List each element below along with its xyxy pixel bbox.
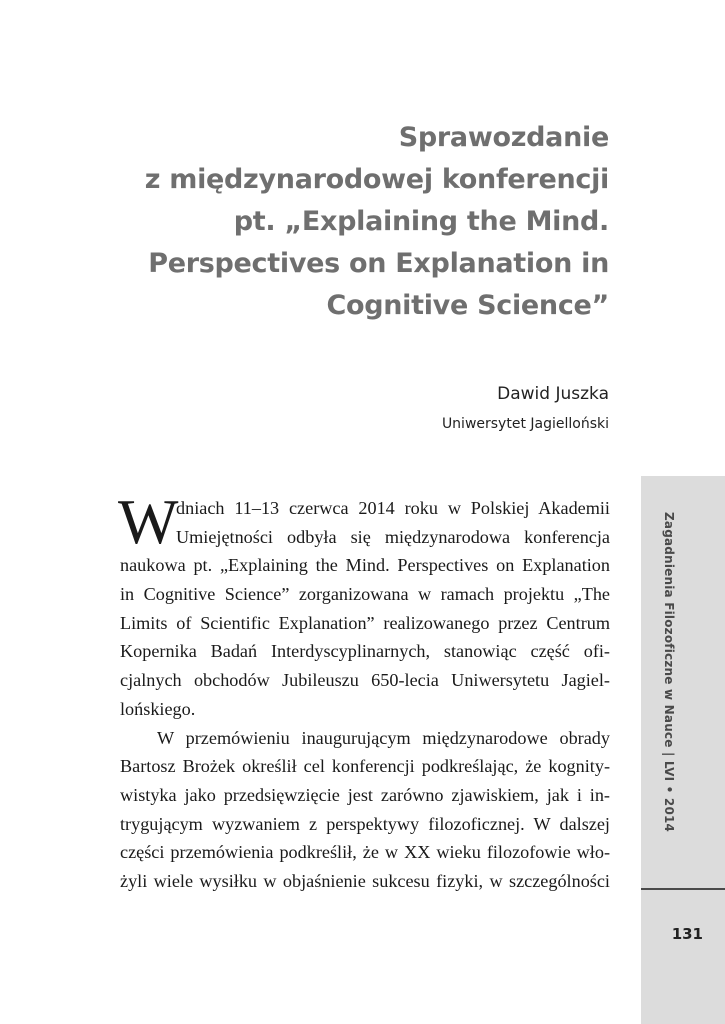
title-line: Sprawozdanie xyxy=(398,122,609,153)
author-name: Dawid Juszka xyxy=(497,384,609,404)
journal-running-title: Zagadnienia Filozoficzne w Nauce | LVI • 2014 xyxy=(662,512,676,833)
body-line: części przemówienia podkreślił, że w XX wieku filozofowie wło- xyxy=(120,842,610,863)
author-affiliation: Uniwersytet Jagielloński xyxy=(441,416,609,432)
page-number: 131 xyxy=(671,925,703,943)
body-line: Bartosz Brożek określił cel konferencji podkreślając, że kognity- xyxy=(120,756,610,777)
body-line: lońskiego. xyxy=(120,698,196,719)
body-line: wistyka jako przedsięwzięcie jest zarówno zjawiskiem, jak i in- xyxy=(120,784,610,805)
sidebar-divider xyxy=(641,888,725,890)
title-line: Perspectives on Explanation in xyxy=(148,248,609,279)
body-line: in Cognitive Science” zorganizowana w ramach projektu „The xyxy=(120,584,610,605)
journal-sidebar xyxy=(641,476,725,1024)
title-line: pt. „Explaining the Mind. xyxy=(233,206,609,237)
body-line: naukowa pt. „Explaining the Mind. Perspectives on Explanation xyxy=(120,555,610,576)
drop-cap: W xyxy=(118,486,179,557)
body-line: dniach 11–13 czerwca 2014 roku w Polskiej Akademii xyxy=(176,498,610,518)
body-line: cjalnych obchodów Jubileuszu 650-lecia Uniwersytetu Jagiel- xyxy=(120,670,610,691)
body-line: W przemówieniu inaugurującym międzynarodowe obrady xyxy=(157,727,610,748)
article-title xyxy=(89,117,609,327)
body-line: Umiejętności odbyła się międzynarodowa konferencja xyxy=(176,526,610,547)
title-line: Cognitive Science” xyxy=(326,290,609,321)
article-body xyxy=(118,486,610,896)
body-line: Limits of Scientific Explanation” realizowanego przez Centrum xyxy=(120,612,610,633)
body-line: Kopernika Badań Interdyscyplinarnych, stanowiąc część ofi- xyxy=(120,641,610,662)
body-line: trygującym wyzwaniem z perspektywy filozoficznej. W dalszej xyxy=(120,813,610,834)
title-line: z międzynarodowej konferencji xyxy=(144,164,609,195)
body-line: żyli wiele wysiłku w objaśnienie sukcesu fizyki, w szczególności xyxy=(120,870,610,891)
